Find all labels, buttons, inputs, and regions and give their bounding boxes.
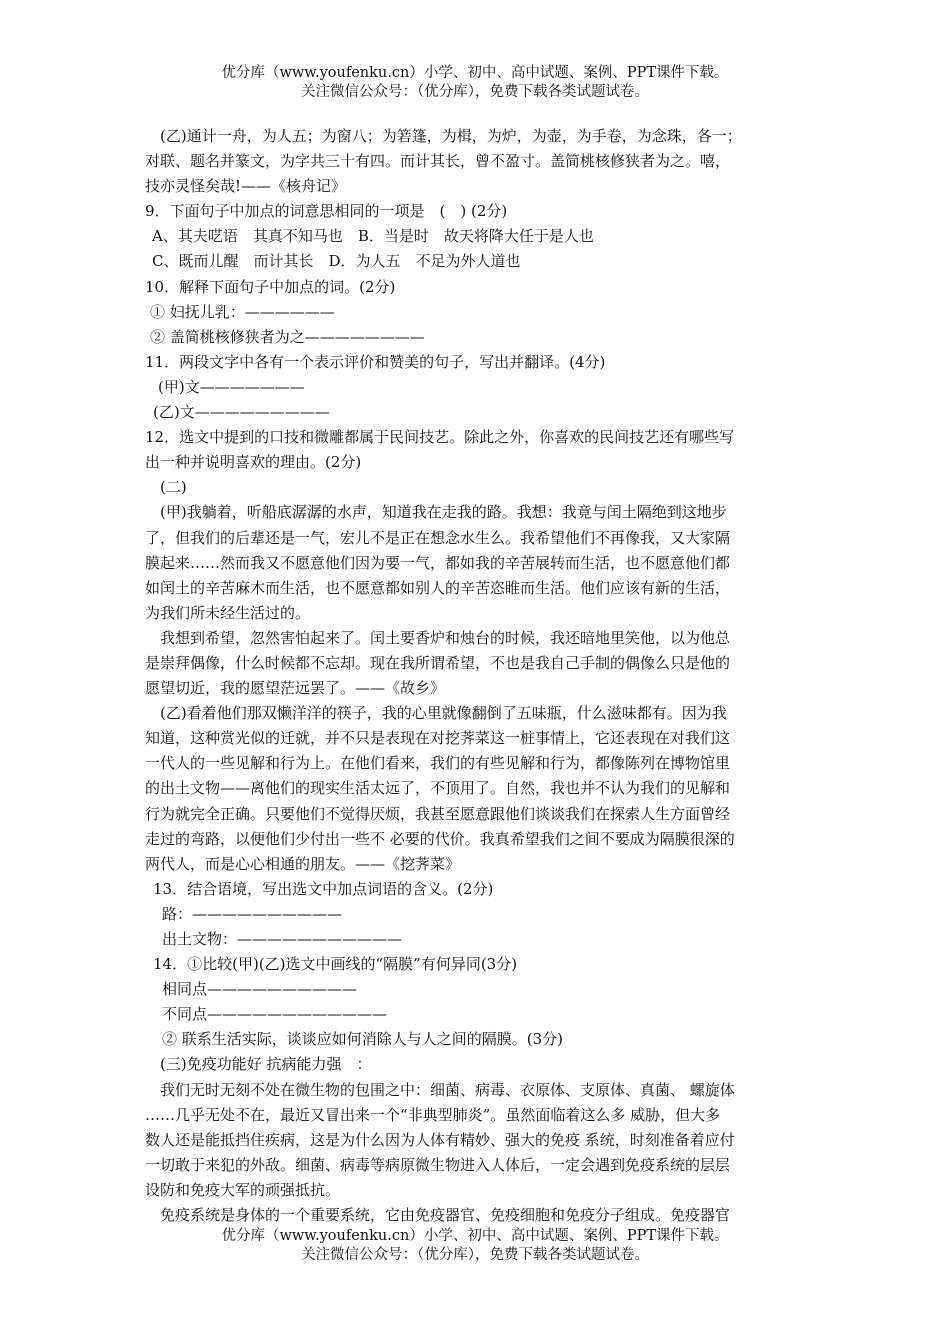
question-14: 14．①比较(甲)(乙)选文中画线的“隔膜”有何异同(3分) — [153, 955, 518, 974]
question-13-item-wenwu: 出土文物：——————————— — [162, 930, 403, 948]
question-14-diff: 不同点———————————— — [162, 1005, 388, 1024]
question-9: 9．下面句子中加点的词意思相同的一项是 ( ) (2分) — [145, 202, 508, 221]
question-12: 12．选文中提到的口技和微雕都属于民间技艺。除此之外，你喜欢的民间技艺还有哪些写 — [145, 428, 735, 447]
passage-guxiang-line: (甲)我躺着，听船底潺潺的水声，知道我在走我的路。我想：我竟与闰土隔绝到这地步 — [160, 503, 727, 522]
passage-wajicai-line: 行为就完全正确。只要他们不觉得厌烦，我甚至愿意跟他们谈谈我们在探索人生方面曾经 — [145, 804, 731, 823]
footer-line-1: 优分库（www.youfenku.cn）小学、初中、高中试题、案例、PPT课件下载。 — [221, 1228, 729, 1244]
passage-wajicai-line: 知道，这种赏光似的迁就，并不只是表现在对挖荠菜这一桩事情上，它还表现在对我们这 — [145, 729, 731, 748]
question-10-item-1: ① 妇抚儿乳：—————— — [150, 302, 335, 321]
page-header — [0, 64, 950, 102]
passage-guxiang-source: 愿望切近，我的愿望茫远罢了。——《故乡》 — [145, 679, 446, 698]
passage-wajicai-line: 一代人的一些见解和行为上。在他们看来，我们的有些见解和行为，都像陈列在博物馆里 — [145, 754, 731, 773]
passage-immune-line: 数人还是能抵挡住疾病，这是为什么因为人体有精妙、强大的免疫 系统，时刻准备着应付 — [145, 1130, 735, 1149]
page-footer — [0, 1227, 950, 1265]
section-2-heading: (二) — [160, 478, 187, 497]
passage-wajicai-line: 的出土文物——离他们的现实生活太远了，不顶用了。自然，我也并不认为我们的见解和 — [145, 779, 731, 798]
question-11-answer-yi: (乙)文————————— — [153, 403, 330, 422]
question-9-options-cd: C、既而儿醒 而计其长 D．为人五 不足为外人道也 — [152, 252, 521, 271]
question-11: 11．两段文字中各有一个表示评价和赞美的句子，写出并翻译。(4分) — [145, 352, 606, 371]
passage-guxiang-line: 膜起来……然而我又不愿意他们因为要一气，都如我的辛苦展转而生活，也不愿意他们都 — [145, 553, 731, 572]
passage-immune-line: 设防和免疫大军的顽强抵抗。 — [145, 1180, 341, 1199]
passage-wajicai-line: 走过的弯路，以便他们少付出一些不 必要的代价。我真希望我们之间不要成为隔膜很深的 — [145, 829, 735, 848]
question-14-part-2: ② 联系生活实际，谈谈应如何消除人与人之间的隔膜。(3分) — [162, 1030, 564, 1049]
question-9-options-ab: A、其夫呓语 其真不知马也 B．当是时 故天将降大任于是人也 — [152, 227, 594, 246]
passage-wajicai-source: 两代人，而是心心相通的朋友。——《挖荠菜》 — [145, 854, 461, 873]
passage-guxiang-line: 为我们所未经生活过的。 — [145, 603, 311, 622]
passage-guxiang-line: 是崇拜偶像，什么时候都不忘却。现在我所谓希望，不也是我自己手制的偶像么只是他的 — [145, 653, 731, 672]
passage-guxiang-line: 如闰土的辛苦麻木而生活，也不愿意都如别人的辛苦恣睢而生活。他们应该有新的生活， — [145, 578, 731, 597]
passage-yi-line: 对联、题名并篆文，为字共三十有四。而计其长，曾不盈寸。盖简桃核修狭者为之。嘻， — [145, 152, 731, 171]
question-10: 10．解释下面句子中加点的词。(2分) — [145, 277, 396, 296]
passage-immune-line: 一切敢于来犯的外敌。细菌、病毒等病原微生物进入人体后，一定会遇到免疫系统的层层 — [145, 1155, 731, 1174]
question-13-item-lu: 路：—————————— — [162, 904, 343, 923]
question-14-same: 相同点—————————— — [162, 980, 358, 999]
passage-yi-source: 技亦灵怪矣哉!——《核舟记》 — [145, 177, 347, 196]
passage-immune-line: 我们无时无刻不处在微生物的包围之中：细菌、病毒、衣原体、支原体、真菌、 螺旋体 — [160, 1080, 735, 1099]
passage-immune-line: ……几乎无处不在，最近又冒出来一个“非典型肺炎”。虽然面临着这么多 威胁，但大多 — [145, 1105, 721, 1124]
header-line-1: 优分库（www.youfenku.cn）小学、初中、高中试题、案例、PPT课件下载。 — [221, 65, 729, 81]
passage-guxiang-line: 我想到希望，忽然害怕起来了。闰土要香炉和烛台的时候，我还暗地里笑他，以为他总 — [160, 628, 731, 647]
document-body — [145, 124, 810, 1228]
passage-yi-line: (乙)通计一舟，为人五；为窗八；为箬篷，为楫，为炉，为壶，为手卷，为念珠，各一； — [160, 127, 742, 145]
footer-line-2: 关注微信公众号：（优分库），免费下载各类试题试卷。 — [301, 1247, 649, 1263]
question-10-item-2: ② 盖简桃核修狭者为之———————— — [150, 327, 425, 346]
passage-guxiang-line: 了，但我们的后辈还是一气，宏儿不是正在想念水生么。我希望他们不再像我，又大家隔 — [145, 528, 731, 547]
passage-wajicai-line: (乙)看着他们那双懒洋洋的筷子，我的心里就像翻倒了五味瓶，什么滋味都有。因为我 — [160, 704, 727, 723]
header-line-2: 关注微信公众号：（优分库），免费下载各类试题试卷。 — [301, 84, 649, 100]
section-3-heading: (三)免疫功能好 抗病能力强 ： — [160, 1055, 372, 1074]
question-12-cont: 出一种并说明喜欢的理由。(2分) — [145, 453, 362, 472]
question-13: 13．结合语境，写出选文中加点词语的含义。(2分) — [153, 879, 494, 898]
passage-immune-line: 免疫系统是身体的一个重要系统，它由免疫器官、免疫细胞和免疫分子组成。免疫器官 — [160, 1206, 731, 1225]
question-11-answer-jia: (甲)文——————— — [158, 377, 305, 396]
